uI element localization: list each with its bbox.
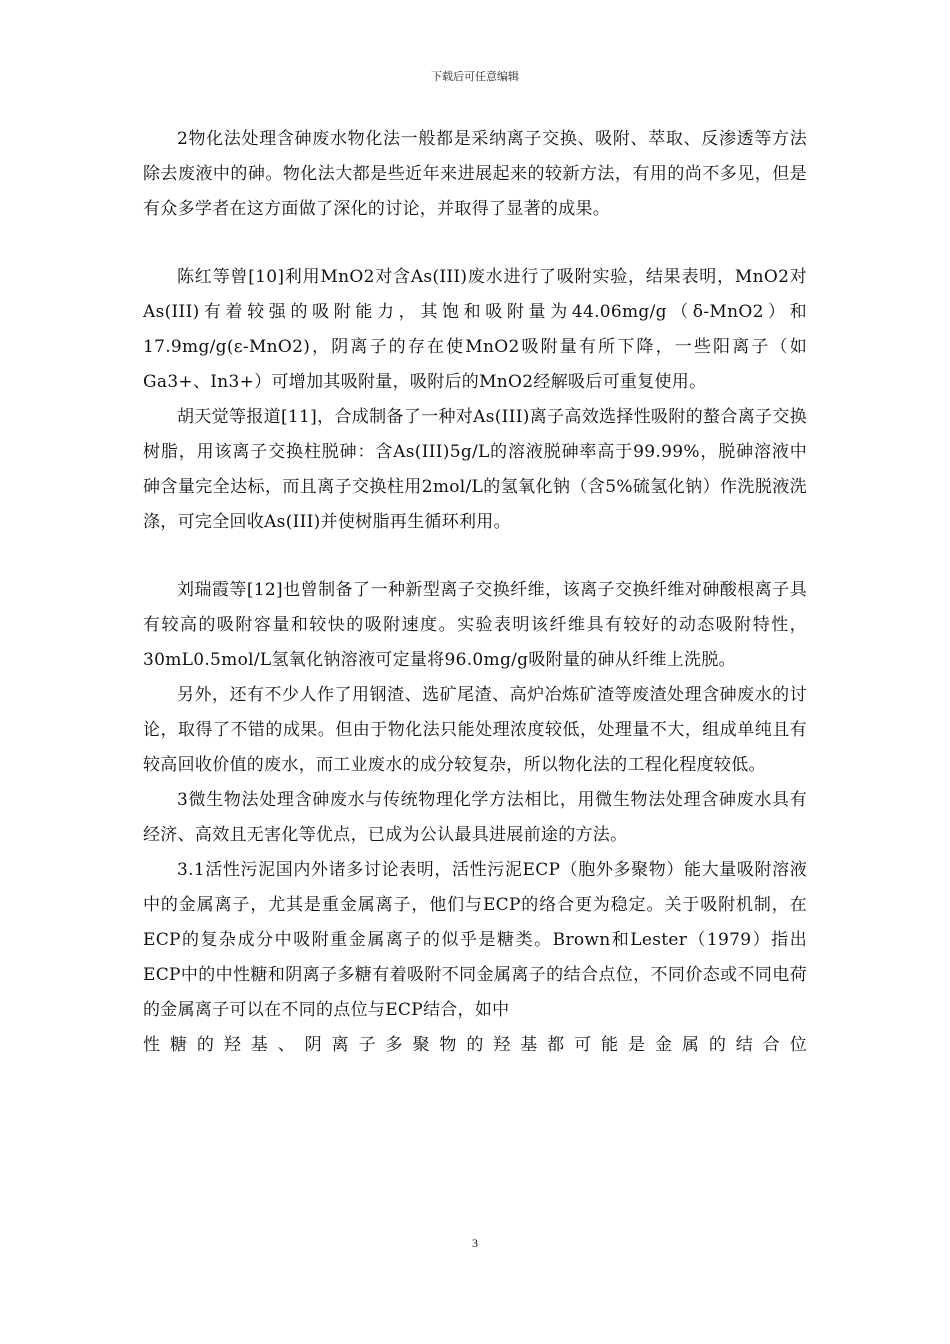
paragraph-activated-sludge: 3.1活性污泥国内外诸多讨论表明，活性污泥ECP（胞外多聚物）能大量吸附溶液中的金属离子，尤其是重金属离子，他们与ECP的络合更为稳定。关于吸附机制，在ECP的复杂成分中吸附重金属离子的似乎是糖类。Brown和Lester（1979）指出ECP中的中性糖和阴离子多糖有着吸附不同金属离子的结合点位，不同价态或不同电荷的金属离子可以在不同的点位与ECP结合，如中: [143, 860, 807, 1020]
page-header: 下载后可任意编辑: [431, 70, 519, 83]
paragraph-other-studies: 另外，还有不少人作了用钢渣、选矿尾渣、高炉冶炼矿渣等废渣处理含砷废水的讨论，取得了不错的成果。但由于物化法只能处理浓度较低，处理量不大，组成单纯且有较高回收价值的废水，而工业废水的成分较复杂，所以物化法的工程化程度较低。: [143, 685, 807, 775]
paragraph-physicochemical-intro: 2物化法处理含砷废水物化法一般都是采纳离子交换、吸附、萃取、反渗透等方法除去废液中的砷。物化法大都是些近年来进展起来的较新方法，有用的尚不多见，但是有众多学者在这方面做了深化的讨论，并取得了显著的成果。: [143, 129, 807, 219]
paragraph-gap: [143, 227, 807, 260]
paragraph-chen-hong: 陈红等曾[10]利用MnO2对含As(III)废水进行了吸附实验，结果表明，MnO2对As(III)有着较强的吸附能力，其饱和吸附量为44.06mg/g（δ-MnO2）和17.9mg/g(ε-MnO2)，阴离子的存在使MnO2吸附量有所下降，一些阳离子（如Ga3+、In3+）可增加其吸附量，吸附后的MnO2经解吸后可重复使用。: [143, 267, 807, 392]
paragraph-gap: [143, 540, 807, 573]
paragraph-microbial-method: 3微生物法处理含砷废水与传统物理化学方法相比，用微生物法处理含砷废水具有经济、高效且无害化等优点，已成为公认最具进展前途的方法。: [143, 790, 807, 845]
paragraph-last-line: 性糖的羟基、阴离子多聚物的羟基都可能是金属的结合位: [143, 1035, 807, 1055]
paragraph-liu-ruixia: 刘瑞霞等[12]也曾制备了一种新型离子交换纤维，该离子交换纤维对砷酸根离子具有较高的吸附容量和较快的吸附速度。实验表明该纤维具有较好的动态吸附特性，30mL0.5mol/L氢氧化钠溶液可定量将96.0mg/g吸附量的砷从纤维上洗脱。: [143, 580, 807, 670]
page-number: 3: [472, 1236, 478, 1250]
document-body: [143, 122, 807, 1063]
paragraph-hu-tianjue: 胡天觉等报道[11]，合成制备了一种对As(III)离子高效选择性吸附的螯合离子交换树脂，用该离子交换柱脱砷：含As(III)5g/L的溶液脱砷率高于99.99%，脱砷溶液中砷含量完全达标，而且离子交换柱用2mol/L的氢氧化钠（含5%硫氢化钠）作洗脱液洗涤，可完全回收As(III)并使树脂再生循环利用。: [143, 407, 807, 532]
